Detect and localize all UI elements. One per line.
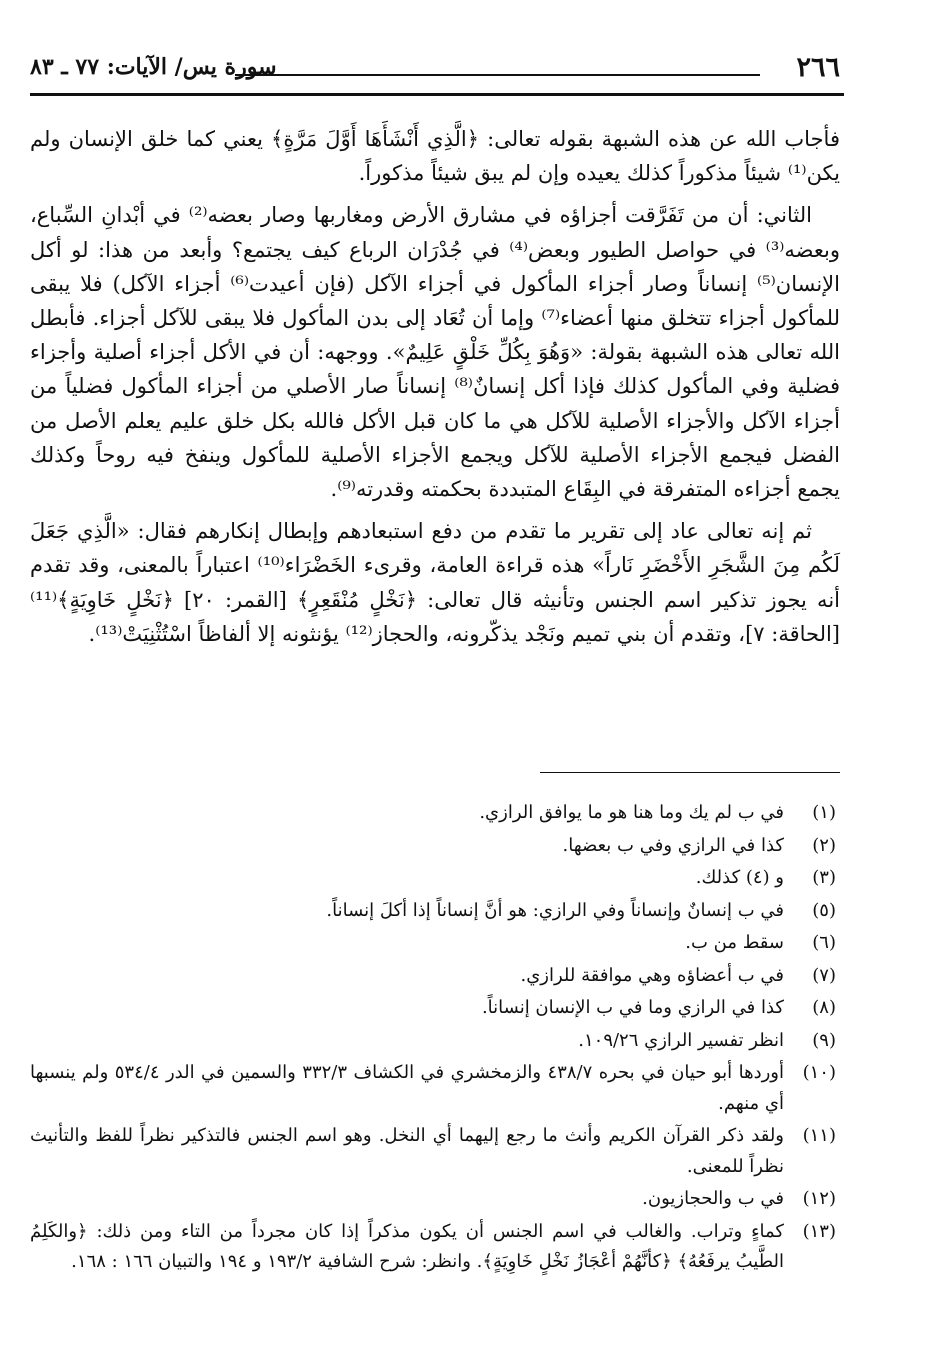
footnote-number: (١) xyxy=(812,802,836,823)
footnote-text: كماءٍ وتراب. والغالب في اسم الجنس أن يكون مذكراً إذا كان مجرداً من التاء ومن ذلك: ﴿والكَلِمُ الطَّيبُ يرفَعُهُ﴾ ﴿كأنَّهُمْ أعْجَازُ نَخْلٍ خَاوِيَةٍ﴾. وانظر: شرح الشافية ١٩٣/٢ و ١٩٤ والتبيان ١٦٦ : ١٦٨. xyxy=(30,1220,784,1272)
footnote-number: (١٠) xyxy=(802,1062,836,1083)
footnote xyxy=(30,993,840,1024)
footnote xyxy=(30,1058,840,1119)
footnote-text: كذا في الرازي وفي ب بعضها. xyxy=(562,834,784,856)
header-line xyxy=(235,74,760,76)
footnotes xyxy=(30,798,840,1282)
footnote-text: كذا في الرازي وما في ب الإنسان إنساناً. xyxy=(481,997,784,1018)
paragraph: ثم إنه تعالى عاد إلى تقرير ما تقدم من دفع استبعادهم وإبطال إنكارهم فقال: «الَّذِي جَعَلَ لَكُم مِنَ الشَّجَرِ الأَخْضَرِ نَاراً» هذه قراءة العامة، وقرىء الخَضْرَاء⁽¹⁰⁾ اعتباراً بالمعنى، وقد تقدم أنه يجوز تذكير اسم الجنس وتأنيثه قال تعالى: ﴿نَخْلٍ مُنْقَعِرٍ﴾ [القمر: ٢٠] ﴿نَخْلٍ خَاوِيَةٍ﴾⁽¹¹⁾ [الحاقة: ٧]، وتقدم أن بني تميم ونَجْد يذكّرونه، والحجاز⁽¹²⁾ يؤنثونه إلا ألفاظاً اسْتُثْنِيَتْ⁽¹³⁾. xyxy=(30,519,840,646)
footnote xyxy=(30,1121,840,1182)
footnote-text: ولقد ذكر القرآن الكريم وأنث ما رجع إليهما أي النخل. وهو اسم الجنس فالتذكير نظراً للفظ والتأنيث نظراً للمعنى. xyxy=(30,1125,784,1177)
footnote-number: (١٣) xyxy=(802,1220,836,1242)
footnote-text: سقط من ب. xyxy=(685,932,784,953)
footnote-text: في ب لم يك وما هنا هو ما يوافق الرازي. xyxy=(479,802,784,823)
footnote-number: (٦) xyxy=(812,932,836,953)
footnote-number: (٨) xyxy=(812,997,836,1018)
footnote xyxy=(30,1184,840,1215)
footnote xyxy=(30,831,840,862)
footnote xyxy=(30,928,840,959)
footnote-text: في ب إنسانٌ وإنساناً وفي الرازي: هو أنَّ إنساناً إذا أكلَ إنساناً. xyxy=(326,899,784,921)
footnote-number: (٧) xyxy=(812,964,836,986)
footnote-separator xyxy=(540,772,840,773)
footnote-text: و (٤) كذلك. xyxy=(695,867,784,888)
footnote-text: في ب أعضاؤه وهي موافقة للرازي. xyxy=(520,964,784,986)
footnote xyxy=(30,863,840,894)
footnote xyxy=(30,961,840,992)
paragraph: الثاني: أن من تَفَرَّقت أجزاؤه في مشارق الأرض ومغاربها وصار بعضه⁽²⁾ في أبْدانِ السِّباع، وبعضه⁽³⁾ في حواصل الطيور وبعض⁽⁴⁾ في جُدْرَان الرباع كيف يجتمع؟ وأبعد من هذا: لو أكل الإنسان⁽⁵⁾ إنساناً وصار أجزاء المأكول في أجزاء الآكل (فإن أعيدت⁽⁶⁾ أجزاء الآكل) فلا يبقى للمأكول أجزاء تتخلق منها أعضاء⁽⁷⁾ وإما أن تُعَاد إلى بدن المأكول فلا يبقى للآكل أجزاء. فأبطل الله تعالى هذه الشبهة بقولة: «وَهُوَ بِكُلِّ خَلْقٍ عَلِيمٌ». ووجهه: أن في الأكل أجزاء أصلية وأجزاء فضلية وفي المأكول كذلك فإذا أكل إنسانٌ⁽⁸⁾ إنساناً صار الأصلي من أجزاء المأكول فضلياً من أجزاء الآكل والأجزاء الأصلية للآكل هي ما كان قبل الأكل فالله بكل خلق عليم يعلم الأصل من الفضل فيجمع الأجزاء الأصلية للآكل ويجمع الأجزاء الأصلية للمأكول وينفخ فيه روحاً وكذلك يجمع أجزاءه المتفرقة في البِقَاع المتبددة بحكمته وقدرته⁽⁹⁾. xyxy=(30,203,841,502)
footnote-number: (١٢) xyxy=(802,1188,836,1209)
page-number: ٢٦٦ xyxy=(796,52,840,83)
surah-title: سورة يس/ الآيات: ٧٧ ـ ٨٣ xyxy=(30,54,277,80)
paragraph: فأجاب الله عن هذه الشبهة بقوله تعالى: ﴿الَّذِي أَنْشَأَهَا أَوَّلَ مَرَّةٍ﴾ يعني كما خلق الإنسان ولم يكن⁽¹⁾ شيئاً مذكوراً كذلك يعيده وإن لم يبق شيئاً مذكوراً. xyxy=(30,127,840,186)
footnote-text: انظر تفسير الرازي ١٠٩/٢٦. xyxy=(578,1029,784,1051)
footnote xyxy=(30,896,840,927)
main-text xyxy=(30,122,840,659)
footnote xyxy=(30,798,840,829)
footnote-number: (٥) xyxy=(812,899,836,921)
header-rule xyxy=(30,93,844,96)
page-header xyxy=(30,52,840,86)
footnote-number: (٢) xyxy=(812,834,836,856)
footnote xyxy=(30,1026,840,1057)
footnote-text: في ب والحجازيون. xyxy=(642,1188,784,1209)
footnote-number: (١١) xyxy=(802,1125,836,1146)
footnote-number: (٩) xyxy=(812,1029,836,1051)
footnote-number: (٣) xyxy=(812,867,836,888)
footnote-text: أوردها أبو حيان في بحره ٤٣٨/٧ والزمخشري في الكشاف ٣٣٢/٣ والسمين في الدر ٥٣٤/٤ ولم ينسبها أي منهم. xyxy=(30,1062,785,1114)
footnote xyxy=(30,1217,840,1278)
